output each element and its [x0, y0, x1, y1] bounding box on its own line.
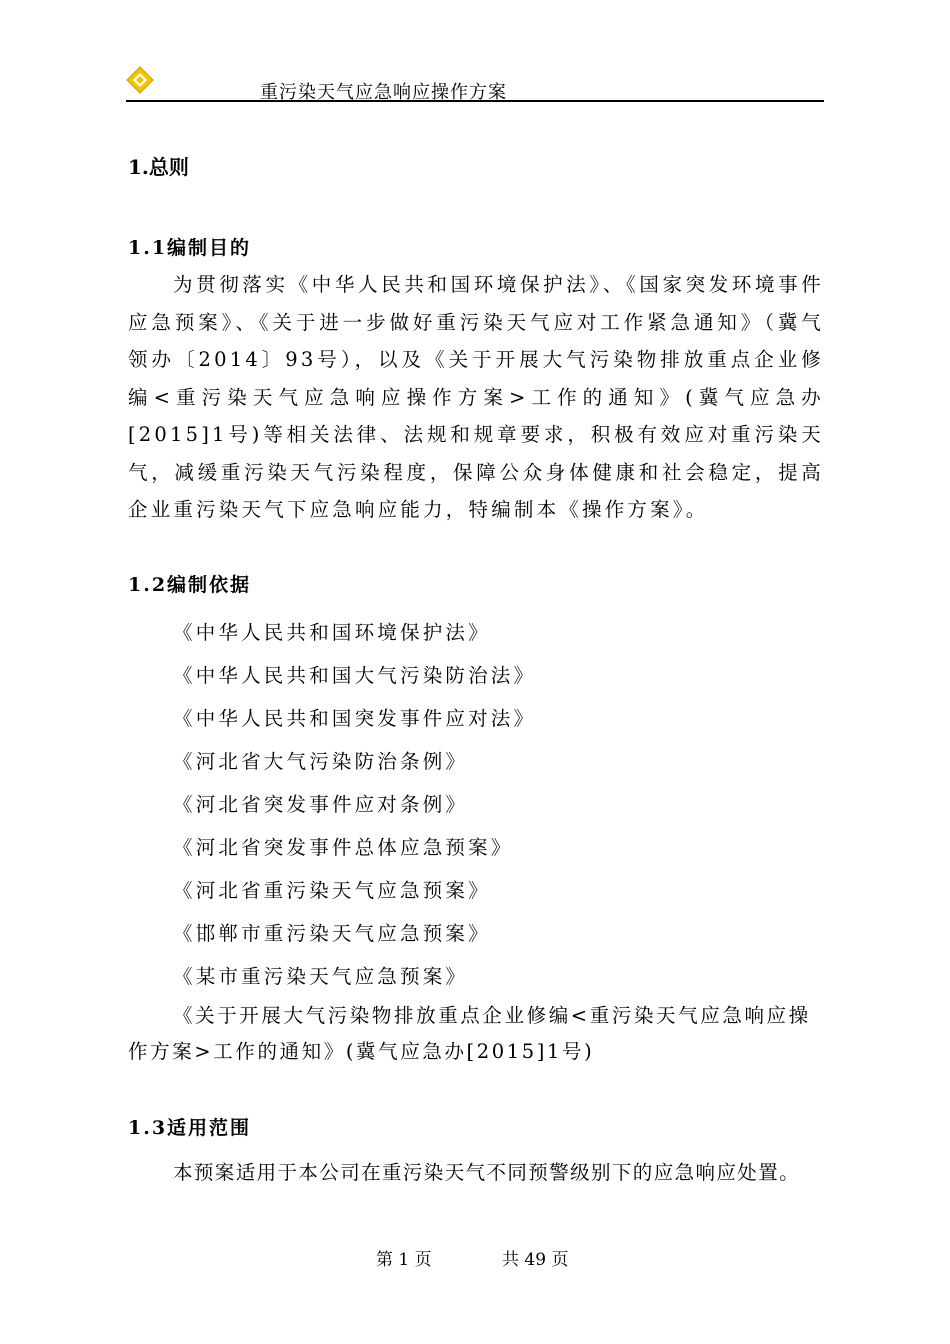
- section-1-1-body: 为贯彻落实《中华人民共和国环境保护法》、《国家突发环境事件应急预案》、《关于进一步做好重污染天气应对工作紧急通知》（冀气领办〔2014〕93号），以及《关于开展大气污染物排放重点企业修编<重污染天气应急响应操作方案>工作的通知》(冀气应急办[2015]1号)等相关法律、法规和规章要求，积极有效应对重污染天气，减缓重污染天气污染程度，保障公众身体健康和社会稳定，提高企业重污染天气下应急响应能力，特编制本《操作方案》。: [128, 273, 824, 521]
- yellow-diamond-logo-icon: [126, 66, 154, 94]
- header-divider: [126, 100, 824, 102]
- reference-item: 《河北省突发事件应对条例》: [173, 792, 469, 816]
- document-body: [128, 150, 824, 1191]
- reference-list: [128, 611, 824, 1070]
- section-1-3-title: 1.3适用范围: [128, 1116, 252, 1139]
- page-number: 第 1 页: [376, 1250, 432, 1270]
- section-1-1-title: 1.1编制目的: [128, 237, 252, 259]
- reference-item: 《河北省突发事件总体应急预案》: [173, 835, 514, 859]
- reference-item: 《河北省重污染天气应急预案》: [173, 878, 491, 902]
- header-title: 重污染天气应急响应操作方案: [260, 82, 507, 103]
- total-pages: 共 49 页: [502, 1250, 569, 1270]
- reference-item: 《某市重污染天气应急预案》: [173, 964, 469, 988]
- section-1-2-title: 1.2编制依据: [128, 573, 252, 596]
- reference-item: 《河北省大气污染防治条例》: [173, 749, 469, 773]
- page-header: [126, 64, 824, 104]
- section-1-title: 1.总则: [128, 155, 189, 179]
- section-1-3-body: 本预案适用于本公司在重污染天气不同预警级别下的应急响应处置。: [173, 1160, 801, 1184]
- reference-item: 《邯郸市重污染天气应急预案》: [173, 921, 491, 945]
- reference-item: 《中华人民共和国大气污染防治法》: [173, 663, 537, 687]
- reference-item: 《中华人民共和国环境保护法》: [173, 620, 491, 644]
- reference-item-long: 《关于开展大气污染物排放重点企业修编<重污染天气应急响应操作方案>工作的通知》(冀气应急办[2015]1号): [128, 1003, 811, 1063]
- reference-item: 《中华人民共和国突发事件应对法》: [173, 706, 537, 730]
